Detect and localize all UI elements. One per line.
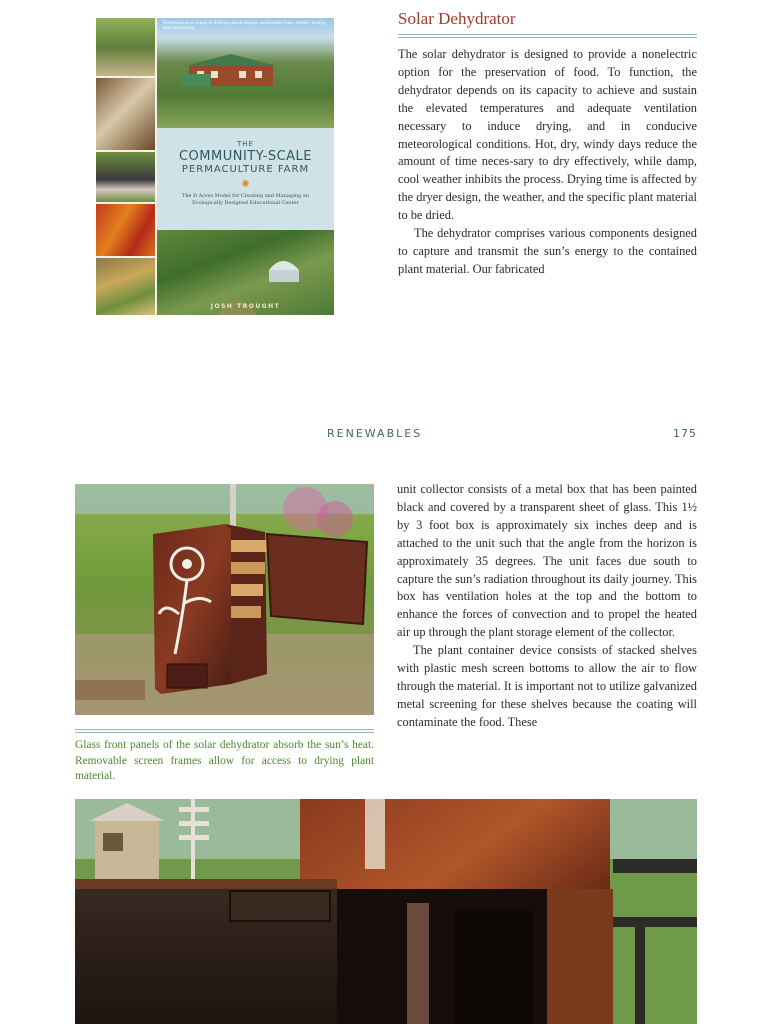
- body-text-column-top: [398, 46, 697, 279]
- cover-main-panel: [157, 18, 334, 315]
- cover-tagline: Permaculture is a way of thinking about design; sustainable food, shelter, energy and community.: [163, 20, 326, 30]
- cover-title-line2: PERMACULTURE FARM: [181, 164, 310, 175]
- running-title: RENEWABLES: [327, 427, 423, 440]
- paragraph: unit collector consists of a metal box that has been painted black and covered by a transparent sheet of glass. This 1½ by 3 foot box is approximately six inches deep and is attached to the unit such that the angle from the horizon is approximately 35 degrees. The unit faces due south to capture the sun’s radiation throughout its daily journey. This box has ventilation holes at the top and the bottom to enhance the forces of convection and to propel the heated air up through the plant storage element of the collector.: [397, 482, 697, 640]
- photo-caption: Glass front panels of the solar dehydrator absorb the sun’s heat. Removable screen frames allow for access to drying plant material.: [75, 739, 374, 783]
- cover-subtitle: The D Acres Model for Creating and Managing an Ecologically Designed Educational Center: [181, 193, 309, 206]
- caption-rule-top: [75, 729, 374, 730]
- photo-solar-dehydrator: [75, 484, 374, 715]
- cover-title-box: [157, 128, 334, 230]
- sun-icon: ✺: [241, 179, 250, 190]
- book-cover-image: [96, 18, 334, 315]
- paragraph: The plant container device consists of stacked shelves with plastic mesh screen bottoms to allow the air to flow through the material. It is important not to utilize galvanized metal screening for these shelves because the coating will contaminate the food. These: [397, 643, 697, 729]
- cover-the: THE: [237, 140, 254, 148]
- section-title: Solar Dehydrator: [398, 9, 516, 28]
- strip-photo-pigs: [96, 152, 155, 202]
- body-text-column-bottom: [397, 481, 697, 732]
- cover-photo-garden: [157, 230, 334, 315]
- dehydrator-photo-illustration: [75, 484, 374, 715]
- paragraph: The dehydrator comprises various components designed to capture and transmit the sun’s energy to the contained plant material. Our fabricated: [398, 226, 697, 276]
- page-number: 175: [673, 427, 697, 440]
- photo-rusted-collector: [75, 799, 697, 1024]
- farmhouse-illustration: [177, 50, 285, 88]
- collector-photo-illustration: [75, 799, 697, 1024]
- cover-photo-strip: [96, 18, 156, 315]
- strip-photo-peppers: [96, 204, 155, 256]
- cover-author: JOSH TROUGHT: [210, 303, 281, 310]
- cover-title-line1: COMMUNITY-SCALE: [178, 149, 313, 164]
- strip-photo-harvest: [96, 258, 155, 315]
- strip-photo-crowd: [96, 18, 155, 76]
- title-rule-bottom: [398, 37, 697, 38]
- strip-photo-cow: [96, 78, 155, 150]
- title-rule-top: [398, 34, 697, 35]
- caption-rule-bottom: [75, 732, 374, 733]
- cover-photo-farmhouse: [157, 18, 334, 128]
- paragraph: The solar dehydrator is designed to provide a nonelectric option for the preservation of food. To function, the dehydrator depends on its capacity to achieve and sustain the elevated temperatures and adequate ventilation necessary to induce drying, and in conducive meteorological conditions. Hot, dry, windy days reduce the amount of time neces-sary to dry effectively, while damp, cool weather inhibits the process. Drying time is affected by the dryer design, the weather, and the specific plant material to be dried.: [398, 47, 697, 223]
